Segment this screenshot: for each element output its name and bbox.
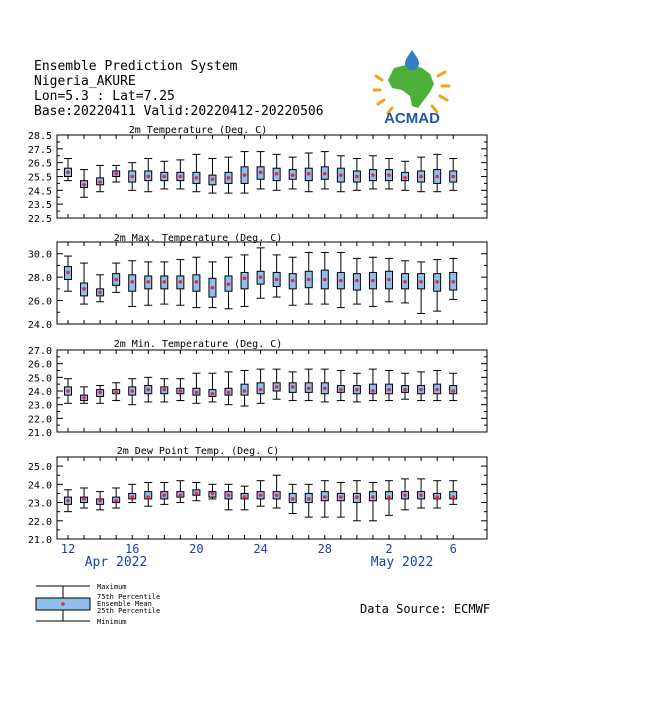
y-tick-label: 27.0: [27, 346, 52, 357]
data-source-label: Data Source: ECMWF: [360, 602, 491, 616]
box-2022-04-13: [80, 263, 88, 304]
mean-dot: [339, 279, 343, 283]
box-2022-05-05: [433, 371, 441, 401]
box-2022-04-27: [305, 253, 313, 305]
mean-dot: [259, 275, 263, 279]
mean-dot: [82, 183, 86, 187]
box-2022-04-26: [289, 157, 297, 189]
box-2022-04-13: [80, 170, 88, 198]
y-tick-label: 23.5: [27, 200, 52, 212]
y-tick-label: 22.5: [27, 214, 52, 225]
water-drop-icon: [405, 50, 419, 70]
box-2022-04-17: [144, 377, 152, 402]
box-2022-05-04: [417, 372, 425, 401]
box-2022-04-29: [337, 253, 345, 308]
box-2022-05-03: [401, 261, 409, 303]
header-block: [34, 59, 324, 119]
y-tick-label: 24.0: [27, 480, 52, 492]
y-tick-label: 24.0: [27, 320, 52, 331]
mean-dot: [403, 280, 407, 284]
box-2022-05-03: [401, 479, 409, 510]
mean-dot: [435, 280, 439, 284]
box-2022-04-16: [128, 484, 136, 502]
mean-dot: [163, 280, 167, 284]
box-2022-04-15: [112, 263, 120, 292]
mean-dot: [98, 391, 102, 395]
mean-dot: [403, 388, 407, 392]
mean-dot: [211, 177, 215, 181]
box-2022-04-21: [208, 262, 216, 308]
logo-text: ACMAD: [384, 110, 440, 126]
mean-dot: [291, 497, 295, 501]
y-tick-label: 30.0: [27, 249, 52, 261]
mean-dot: [387, 388, 391, 392]
mean-dot: [307, 386, 311, 390]
box-2022-04-14: [96, 492, 104, 510]
box-2022-04-22: [225, 372, 233, 405]
y-tick-label: 28.5: [27, 131, 52, 142]
box-2022-04-17: [144, 159, 152, 192]
mean-dot: [355, 388, 359, 392]
mean-dot: [387, 173, 391, 177]
box-2022-04-13: [80, 488, 88, 508]
panel-4: [28, 446, 487, 546]
box-2022-04-28: [321, 481, 329, 517]
mean-dot: [419, 388, 423, 392]
box-2022-04-12: [64, 490, 72, 512]
mean-dot: [163, 388, 167, 392]
box-2022-05-01: [369, 369, 377, 400]
mean-dot: [355, 495, 359, 499]
mean-dot: [66, 271, 70, 275]
box-2022-04-22: [225, 157, 233, 193]
box-2022-04-28: [321, 152, 329, 189]
box-2022-05-05: [433, 154, 441, 191]
x-tick-label: 20: [189, 542, 204, 556]
mean-dot: [243, 173, 247, 177]
mean-dot: [146, 495, 150, 499]
box-2022-05-04: [417, 157, 425, 192]
mean-dot: [259, 171, 263, 175]
box-2022-04-12: [64, 379, 72, 404]
mean-dot: [355, 175, 359, 179]
y-tick-label: 23.0: [27, 400, 52, 412]
y-tick-label: 26.0: [27, 359, 52, 371]
y-tick-label: 24.5: [27, 186, 52, 198]
box-2022-04-20: [192, 154, 200, 191]
box-2022-04-26: [289, 484, 297, 513]
mean-dot: [451, 175, 455, 179]
box-2022-04-24: [257, 248, 265, 298]
y-tick-label: 25.5: [27, 172, 52, 184]
box-2022-05-04: [417, 479, 425, 508]
mean-dot: [243, 495, 247, 499]
box-2022-04-16: [128, 261, 136, 307]
box-2022-05-05: [433, 481, 441, 508]
mean-dot: [130, 175, 134, 179]
mean-dot: [371, 279, 375, 283]
mean-dot: [98, 291, 102, 295]
box-2022-04-29: [337, 156, 345, 192]
box-2022-04-16: [128, 163, 136, 191]
box-2022-04-28: [321, 253, 329, 305]
month-label: May 2022: [370, 555, 434, 570]
box-2022-05-06: [449, 373, 457, 400]
legend-label-mean: Ensemble Mean: [97, 600, 152, 608]
x-tick-label: 24: [253, 542, 268, 556]
mean-dot: [114, 172, 118, 176]
mean-dot: [227, 282, 231, 286]
box-2022-04-20: [192, 483, 200, 501]
x-tick-label: 28: [317, 542, 333, 556]
box-2022-05-02: [385, 481, 393, 516]
box-2022-05-06: [449, 159, 457, 191]
box-2022-04-24: [257, 481, 265, 507]
panel-title: 2m Min. Temperature (Deg. C): [113, 339, 283, 350]
mean-dot: [259, 493, 263, 497]
mean-dot: [130, 389, 134, 393]
legend-label-p25: 25th Percentile: [97, 607, 161, 615]
mean-dot: [323, 172, 327, 176]
box-2022-04-21: [208, 373, 216, 402]
mean-dot: [435, 388, 439, 392]
y-tick-label: 24.0: [27, 387, 52, 398]
box-2022-04-25: [273, 255, 281, 297]
box-2022-04-14: [96, 275, 104, 302]
mean-dot: [163, 175, 167, 179]
mean-dot: [403, 176, 407, 180]
mean-dot: [82, 497, 86, 501]
header-base-valid: Base:20220411 Valid:20220412-20220506: [34, 104, 324, 119]
mean-dot: [227, 391, 231, 395]
mean-dot: [451, 495, 455, 499]
box-2022-04-12: [64, 159, 72, 181]
legend-label-minimum: Minimum: [97, 618, 127, 626]
box-2022-04-14: [96, 165, 104, 191]
mean-dot: [371, 495, 375, 499]
mean-dot: [243, 389, 247, 393]
mean-dot: [387, 278, 391, 282]
mean-dot: [211, 286, 215, 290]
box-2022-04-18: [160, 262, 168, 304]
mean-dot: [195, 492, 199, 496]
mean-dot: [419, 280, 423, 284]
mean-dot: [291, 279, 295, 283]
mean-dot: [195, 280, 199, 284]
box-2022-04-15: [112, 383, 120, 401]
box-2022-04-27: [305, 153, 313, 192]
box-2022-04-20: [192, 257, 200, 307]
box-2022-04-28: [321, 369, 329, 402]
mean-dot: [291, 385, 295, 389]
mean-dot: [291, 173, 295, 177]
box-2022-04-19: [176, 379, 184, 401]
box-2022-04-19: [176, 260, 184, 306]
mean-dot: [179, 280, 183, 284]
mean-dot: [114, 391, 118, 395]
x-tick-label: 2: [385, 542, 393, 556]
box-2022-04-12: [64, 256, 72, 291]
panel-title: 2m Temperature (Deg. C): [128, 125, 268, 136]
panel-2: [28, 233, 487, 331]
mean-dot: [275, 278, 279, 282]
y-tick-label: 27.5: [27, 144, 52, 156]
box-2022-05-01: [369, 156, 377, 189]
box-2022-04-17: [144, 483, 152, 507]
panel-title: 2m Max. Temperature (Deg. C): [113, 233, 283, 244]
box-2022-05-06: [449, 481, 457, 505]
mean-dot: [403, 493, 407, 497]
month-label: Apr 2022: [84, 555, 148, 570]
mean-dot: [275, 172, 279, 176]
mean-dot: [82, 396, 86, 400]
mean-dot: [307, 172, 311, 176]
box-2022-04-22: [225, 257, 233, 309]
mean-dot: [307, 497, 311, 501]
box-2022-04-30: [353, 481, 361, 521]
mean-dot: [66, 171, 70, 175]
y-tick-label: 23.0: [27, 498, 52, 510]
box-2022-04-29: [337, 483, 345, 518]
mean-dot: [179, 493, 183, 497]
mean-dot: [259, 388, 263, 392]
mean-dot: [451, 389, 455, 393]
mean-dot: [419, 493, 423, 497]
mean-dot: [195, 391, 199, 395]
mean-dot: [451, 280, 455, 284]
legend-mean-dot: [61, 602, 65, 606]
box-2022-04-21: [208, 484, 216, 499]
acmad-logo: [372, 50, 452, 126]
box-2022-05-02: [385, 371, 393, 401]
mean-dot: [371, 389, 375, 393]
mean-dot: [227, 176, 231, 180]
mean-dot: [146, 280, 150, 284]
mean-dot: [323, 386, 327, 390]
box-2022-04-27: [305, 484, 313, 517]
y-tick-label: 28.0: [27, 273, 52, 285]
box-2022-04-17: [144, 262, 152, 305]
x-tick-label: 12: [60, 542, 76, 556]
y-tick-label: 26.0: [27, 296, 52, 308]
mean-dot: [98, 499, 102, 503]
box-2022-04-14: [96, 386, 104, 404]
mean-dot: [227, 493, 231, 497]
mean-dot: [435, 495, 439, 499]
mean-dot: [211, 392, 215, 396]
y-tick-label: 25.0: [27, 373, 52, 385]
box-2022-04-23: [241, 371, 249, 407]
header-location: Nigeria_AKURE: [34, 74, 136, 89]
mean-dot: [179, 175, 183, 179]
panel-3: [28, 339, 487, 439]
box-2022-05-03: [401, 161, 409, 190]
mean-dot: [146, 388, 150, 392]
mean-dot: [435, 175, 439, 179]
box-2022-05-02: [385, 159, 393, 189]
mean-dot: [114, 499, 118, 503]
box-2022-04-22: [225, 484, 233, 510]
box-2022-04-18: [160, 161, 168, 189]
y-tick-label: 25.0: [27, 462, 52, 474]
mean-dot: [339, 173, 343, 177]
mean-dot: [98, 180, 102, 184]
mean-dot: [146, 175, 150, 179]
mean-dot: [195, 176, 199, 180]
mean-dot: [339, 495, 343, 499]
mean-dot: [339, 388, 343, 392]
box-2022-04-18: [160, 379, 168, 402]
mean-dot: [275, 385, 279, 389]
mean-dot: [82, 287, 86, 291]
box-2022-05-01: [369, 257, 377, 306]
x-tick-label: 6: [449, 542, 457, 556]
box-2022-04-21: [208, 159, 216, 194]
africa-map-icon: [388, 64, 434, 108]
box-2022-04-20: [192, 373, 200, 403]
box-2022-04-13: [80, 387, 88, 403]
iqr-box: [241, 272, 248, 288]
mean-dot: [211, 492, 215, 496]
box-2022-04-25: [273, 475, 281, 508]
legend-label-p75: 75th Percentile: [97, 593, 161, 601]
mean-dot: [66, 499, 70, 503]
mean-dot: [307, 278, 311, 282]
legend-label-maximum: Maximum: [97, 583, 127, 591]
box-2022-05-02: [385, 258, 393, 301]
header-title: Ensemble Prediction System: [34, 59, 238, 74]
mean-dot: [387, 495, 391, 499]
box-2022-04-27: [305, 369, 313, 400]
box-2022-04-26: [289, 372, 297, 401]
y-tick-label: 21.0: [27, 428, 52, 439]
mean-dot: [114, 278, 118, 282]
mean-dot: [371, 173, 375, 177]
legend: [36, 583, 160, 626]
box-2022-04-19: [176, 160, 184, 189]
box-2022-04-24: [257, 369, 265, 403]
mean-dot: [275, 493, 279, 497]
box-2022-04-23: [241, 255, 249, 307]
mean-dot: [130, 280, 134, 284]
mean-dot: [66, 389, 70, 393]
box-2022-05-01: [369, 483, 377, 521]
box-2022-04-19: [176, 481, 184, 503]
panel-1: [28, 125, 487, 225]
box-2022-04-29: [337, 371, 345, 401]
box-2022-04-30: [353, 373, 361, 402]
box-2022-05-05: [433, 260, 441, 312]
box-2022-04-30: [353, 159, 361, 191]
box-2022-04-23: [241, 152, 249, 194]
box-2022-04-24: [257, 152, 265, 189]
x-tick-label: 16: [124, 542, 140, 556]
panel-title: 2m Dew Point Temp. (Deg. C): [116, 446, 280, 457]
box-2022-04-25: [273, 369, 281, 399]
box-2022-04-26: [289, 257, 297, 305]
mean-dot: [243, 277, 247, 281]
box-2022-04-15: [112, 165, 120, 182]
mean-dot: [323, 495, 327, 499]
mean-dot: [323, 278, 327, 282]
box-2022-05-03: [401, 373, 409, 399]
y-tick-label: 22.0: [27, 414, 52, 426]
box-2022-05-04: [417, 262, 425, 314]
box-2022-04-18: [160, 483, 168, 505]
mean-dot: [355, 279, 359, 283]
box-2022-05-06: [449, 258, 457, 299]
y-tick-label: 22.0: [27, 516, 52, 528]
box-2022-04-15: [112, 488, 120, 508]
y-tick-label: 21.0: [27, 535, 52, 546]
box-2022-04-16: [128, 379, 136, 405]
box-2022-04-30: [353, 258, 361, 304]
box-2022-04-25: [273, 154, 281, 190]
mean-dot: [179, 389, 183, 393]
mean-dot: [130, 495, 134, 499]
y-tick-label: 26.5: [27, 158, 52, 170]
mean-dot: [163, 493, 167, 497]
mean-dot: [419, 175, 423, 179]
header-coordinates: Lon=5.3 : Lat=7.25: [34, 89, 175, 104]
box-2022-04-23: [241, 486, 249, 510]
